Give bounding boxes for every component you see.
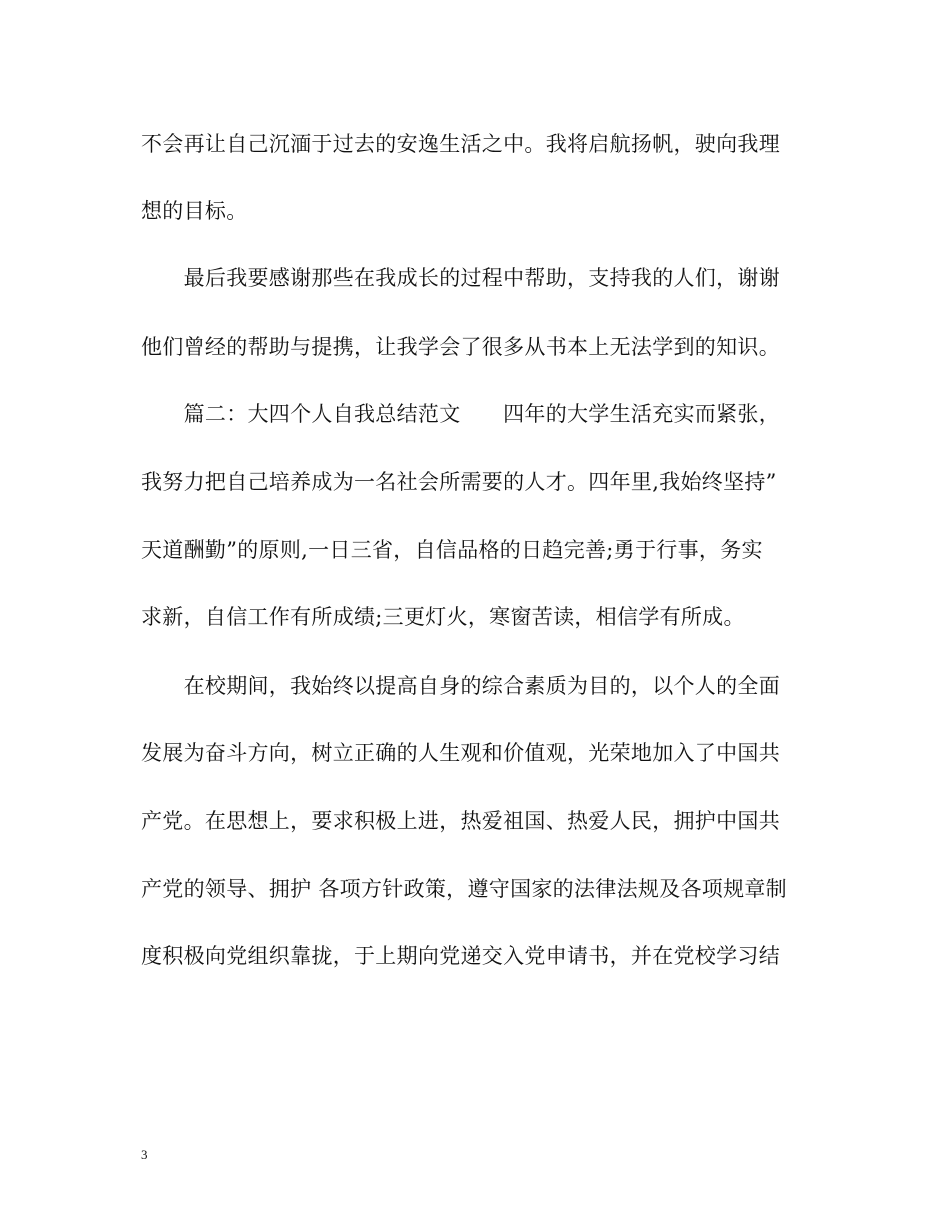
text-line: 最后我要感谢那些在我成长的过程中帮助，支持我的人们，谢谢: [141, 266, 780, 290]
text-line: 天道酬勤”的原则,一日三省，自信品格的日趋完善;勇于行事，务实: [141, 538, 763, 562]
text-line: 在校期间，我始终以提高自身的综合素质为目的，以个人的全面: [141, 674, 780, 698]
text-line: 他们曾经的帮助与提携，让我学会了很多从书本上无法学到的知识。: [141, 335, 780, 359]
text-line: 产党。在思想上，要求积极上进，热爱祖国、热爱人民，拥护中国共: [141, 809, 780, 833]
text-line: 发展为奋斗方向，树立正确的人生观和价值观，光荣地加入了中国共: [141, 741, 780, 765]
text-line: 篇二：大四个人自我总结范文 四年的大学生活充实而紧张，: [141, 402, 780, 426]
text-line: 我努力把自己培养成为一名社会所需要的人才。四年里,我始终坚持”: [141, 470, 777, 494]
text-line: 不会再让自己沉湎于过去的安逸生活之中。我将启航扬帆，驶向我理: [141, 132, 780, 156]
text-line: 度积极向党组织靠拢，于上期向党递交入党申请书，并在党校学习结: [141, 944, 780, 968]
text-line: 产党的领导、拥护 各项方针政策，遵守国家的法律法规及各项规章制: [141, 877, 787, 901]
text-line: 求新，自信工作有所成绩;三更灯火，寒窗苦读，相信学有所成。: [141, 605, 745, 629]
page-number: 3: [141, 1147, 148, 1162]
text-line: 想的目标。: [141, 199, 248, 223]
